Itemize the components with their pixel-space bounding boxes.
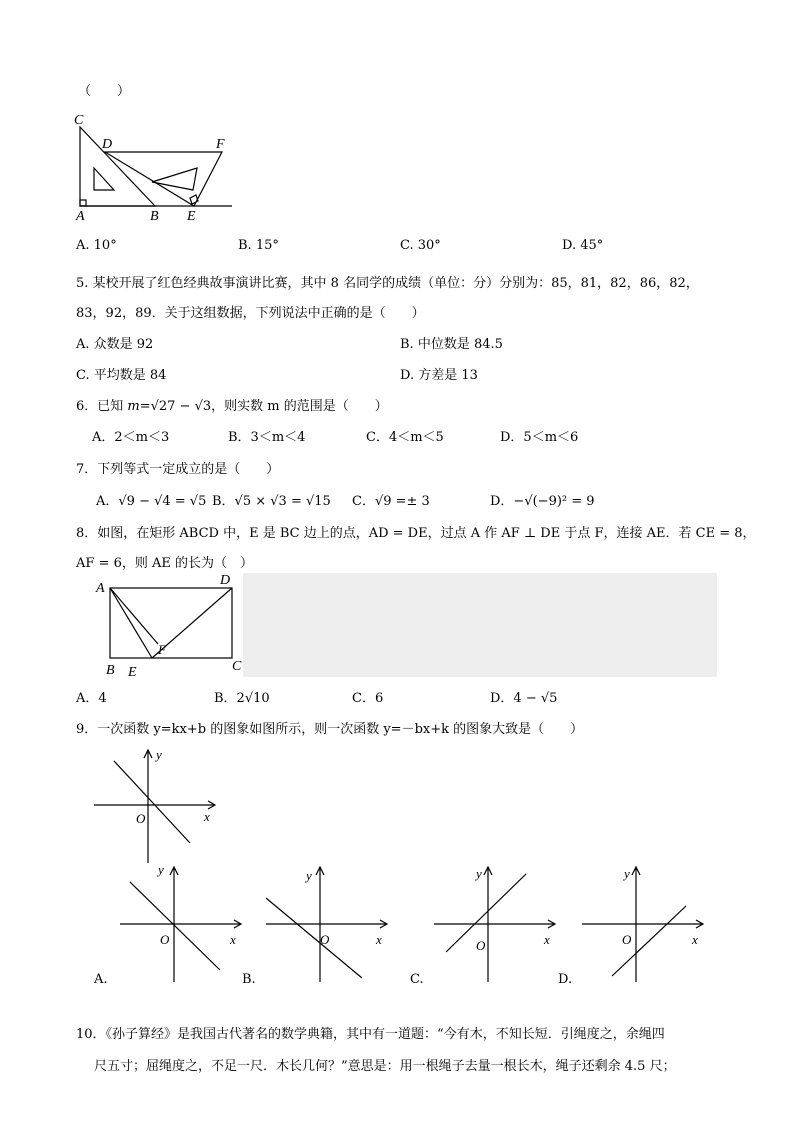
- svg-text:y: y: [476, 866, 482, 881]
- q7-option-b[interactable]: B．√5 × √3 = √15: [212, 494, 331, 509]
- q5-option-a[interactable]: A. 众数是 92: [76, 337, 154, 352]
- answer-bracket: （ ）: [78, 84, 131, 99]
- q5-stem-line2: 83，92，89．关于这组数据，下列说法中正确的是（ ）: [76, 306, 425, 321]
- svg-text:y: y: [158, 862, 164, 877]
- q8-stem-line2: AF = 6，则 AE 的长为（ ）: [76, 556, 253, 571]
- function-line: [114, 761, 190, 843]
- label-c: C: [74, 113, 84, 128]
- q5-stem-line1: 5. 某校开展了红色经典故事演讲比赛，其中 8 名同学的成绩（单位：分）分别为：85，81，82，86，82，: [76, 276, 699, 291]
- label-f: F: [158, 642, 166, 657]
- q9-graph-d: [578, 862, 708, 984]
- svg-text:O: O: [476, 938, 486, 953]
- right-angle-mark-a: [80, 200, 86, 206]
- label-b: B: [106, 663, 115, 678]
- q9-option-b[interactable]: B.: [242, 972, 256, 987]
- blank-region: [243, 573, 717, 677]
- q5-option-b[interactable]: B. 中位数是 84.5: [400, 337, 503, 352]
- rectangle-abcd: [110, 588, 232, 658]
- q8-option-d[interactable]: D．4 − √5: [490, 691, 558, 706]
- q8-option-b[interactable]: B．2√10: [214, 691, 270, 706]
- q7-option-a[interactable]: A．√9 − √4 = √5: [96, 494, 207, 509]
- q9-graph-b: [262, 862, 392, 984]
- q6-option-a[interactable]: A．2＜m＜3: [92, 430, 170, 445]
- svg-text:O: O: [160, 932, 170, 947]
- q9-graph-a: [116, 862, 246, 984]
- label-f: F: [216, 137, 225, 152]
- svg-text:O: O: [136, 811, 146, 826]
- svg-text:x: x: [692, 932, 698, 947]
- q8-option-c[interactable]: C．6: [352, 691, 384, 706]
- svg-text:y: y: [624, 866, 630, 881]
- q5-option-d[interactable]: D. 方差是 13: [400, 368, 478, 383]
- svg-text:x: x: [376, 932, 382, 947]
- q9-option-c[interactable]: C.: [410, 972, 424, 987]
- q5-option-c[interactable]: C. 平均数是 84: [76, 368, 167, 383]
- label-e: E: [187, 209, 196, 224]
- q6-option-c[interactable]: C．4＜m＜5: [366, 430, 444, 445]
- svg-text:O: O: [320, 932, 330, 947]
- label-b: B: [150, 209, 159, 224]
- q7-option-d[interactable]: D．−√(−9)² = 9: [490, 494, 595, 509]
- q6-stem: 6．已知 m=√27 − √3，则实数 m 的范围是（ ）: [76, 399, 388, 414]
- q9-given-graph: [90, 745, 220, 865]
- q8-figure: [90, 572, 250, 680]
- q7-option-c[interactable]: C．√9 =± 3: [352, 494, 430, 509]
- label-a: A: [96, 581, 105, 596]
- q9-graph-c: [430, 862, 560, 984]
- q4-option-b[interactable]: B. 15°: [238, 238, 279, 253]
- label-c: C: [232, 659, 242, 674]
- q4-figure: [70, 110, 240, 225]
- inner-triangle-hole: [94, 168, 114, 190]
- q10-stem-line2: 尺五寸；屈绳度之，不足一尺．木长几何？”意思是：用一根绳子去量一根长木，绳子还剩余 4.5 尺；: [94, 1059, 676, 1074]
- svg-text:O: O: [622, 932, 632, 947]
- label-e: E: [128, 665, 137, 680]
- q10-stem-line1: 10．《孙子算经》是我国古代著名的数学典籍，其中有一道题：“今有木，不知长短．引绳度之，余绳四: [76, 1027, 665, 1042]
- q6-option-b[interactable]: B．3＜m＜4: [228, 430, 306, 445]
- q9-option-d[interactable]: D.: [558, 972, 573, 987]
- q7-stem: 7．下列等式一定成立的是（ ）: [76, 462, 280, 477]
- q9-option-a[interactable]: A.: [94, 972, 108, 987]
- label-d: D: [220, 573, 231, 588]
- q4-option-c[interactable]: C. 30°: [400, 238, 441, 253]
- svg-text:x: x: [230, 932, 236, 947]
- q4-option-a[interactable]: A. 10°: [76, 238, 117, 253]
- q4-option-d[interactable]: D. 45°: [562, 238, 604, 253]
- svg-text:y: y: [306, 868, 312, 883]
- segment-ae: [110, 588, 152, 658]
- q9-stem: 9．一次函数 y=kx+b 的图象如图所示，则一次函数 y=－bx+k 的图象大致是（ ）: [76, 722, 584, 737]
- label-a: A: [76, 209, 85, 224]
- svg-text:x: x: [204, 809, 210, 824]
- inner-triangle-hole-2: [152, 168, 197, 190]
- q8-stem-line1: 8．如图，在矩形 ABCD 中，E 是 BC 边上的点，AD = DE，过点 A 作 AF ⊥ DE 于点 F，连接 AE．若 CE = 8，: [76, 526, 756, 541]
- q8-option-a[interactable]: A．4: [76, 691, 107, 706]
- q6-option-d[interactable]: D．5＜m＜6: [500, 430, 579, 445]
- segment-af: [110, 588, 158, 644]
- right-triangle-ruler: [80, 127, 155, 206]
- label-d: D: [102, 137, 113, 152]
- svg-text:x: x: [544, 932, 550, 947]
- svg-text:y: y: [156, 747, 162, 762]
